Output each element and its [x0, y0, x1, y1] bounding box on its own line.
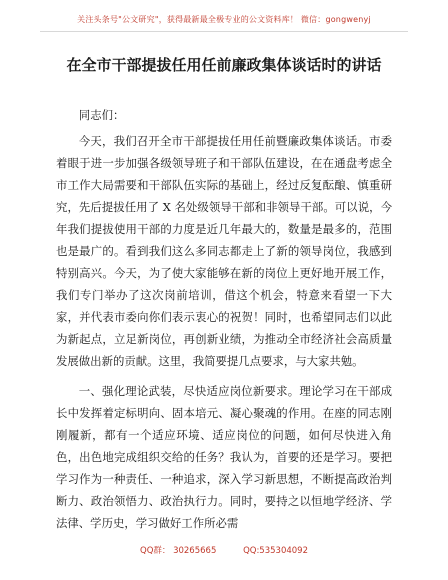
footer-qq-group: QQ群： 30265665: [140, 546, 217, 556]
document-title: 在全市干部提拔任用任前廉政集体谈话时的讲话: [66, 56, 382, 74]
header-note: 关注头条号"公文研究"，获得最新最全极专业的公文资料库！ 微信：gongwenyj: [77, 15, 371, 24]
header-divider: [40, 31, 408, 32]
paragraph-section-one: 一、强化理论武装，尽快适应岗位新要求。理论学习在干部成长中发挥着定标明向、固本培元、凝心聚魂的作用。在座的同志刚刚履新，都有一个适应环境、适应岗位的问题，如何尽快进入角色，出色地完成组织交给的任务？我认为，首要的还是学习。要把学习作为一种责任、一种追求，深入学习新思想，不断提高政治判断力、政治领悟力、政治执行力。同时，要持之以恒地学经济、学法律、学历史，学习做好工作所必需: [56, 384, 392, 530]
document-body: [56, 104, 392, 534]
paragraph-intro: 今天，我们召开全市干部提拔任用任前暨廉政集体谈话。市委着眼于进一步加强各级领导班子和干部队伍建设，在在通盘考虑全市工作大局需要和干部队伍实际的基础上，经过反复酝酿、慎重研究，先后提拔任用了 X 名处级领导干部和非领导干部。可以说，今年我们提拔使用干部的力度是近几年最大的，数量是最多的，范围也是最广的。看到我们这么多同志都走上了新的领导岗位，我感到特别高兴。今天，为了使大家能够在新的岗位上更好地开展工作，我们专门举办了这次岗前培训，借这个机会，特意来看望一下大家，并代表市委向你们表示衷心的祝贺！同时，也希望同志们以此为新起点，立足新岗位，再创新业绩，为推动全市经济社会高质量发展做出新的贡献。这里，我简要提几点要求，与大家共勉。: [56, 134, 392, 368]
footer-contact: [0, 544, 448, 556]
footer-qq: QQ:535304092: [243, 546, 308, 556]
salutation: 同志们：: [78, 108, 125, 122]
